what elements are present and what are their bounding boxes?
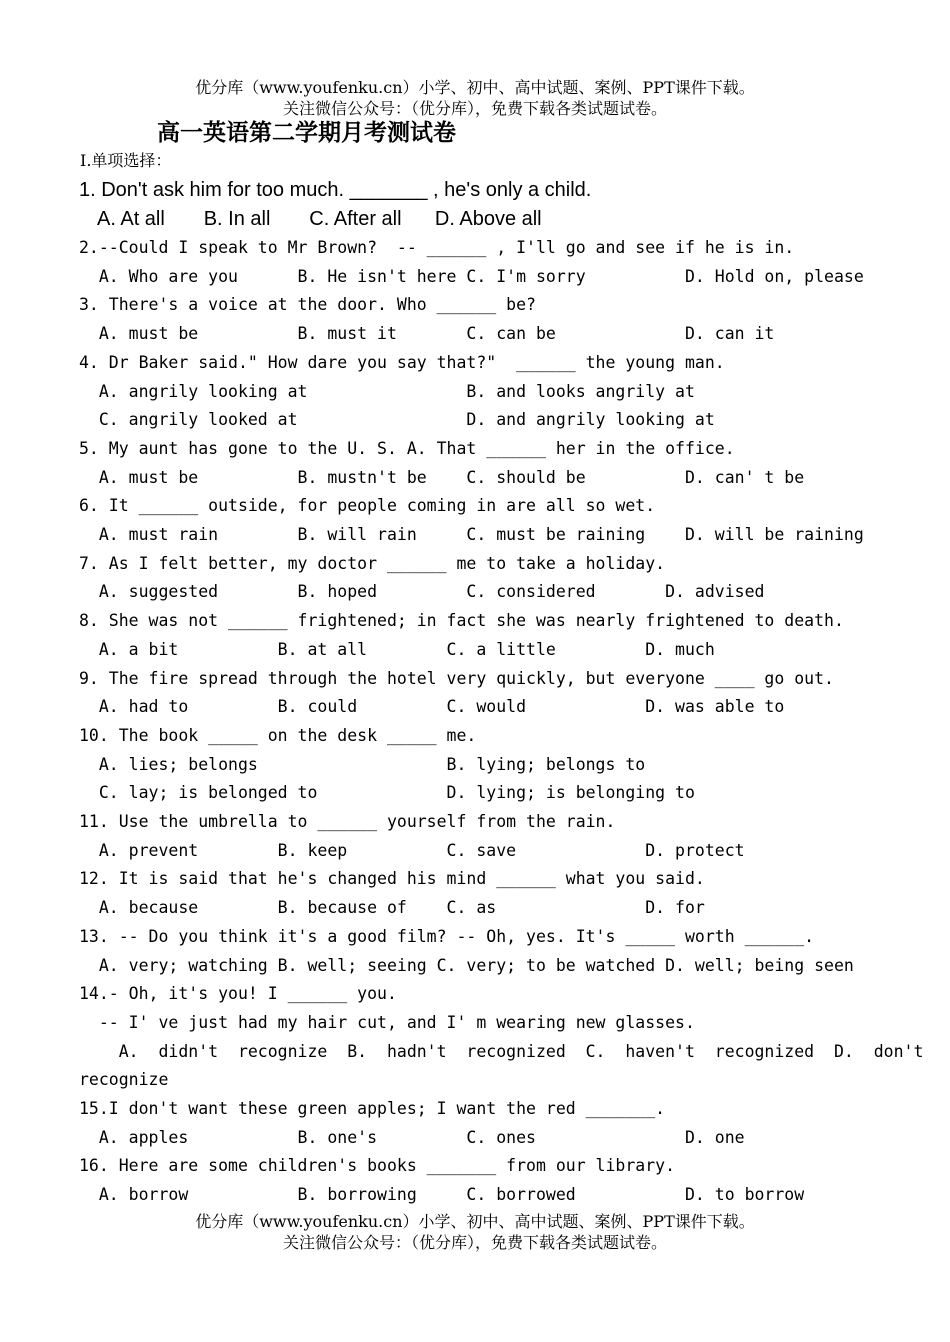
question-line: A. very; watching B. well; seeing C. very; to be watched D. well; being seen xyxy=(79,955,854,975)
question-line: A. angrily looking at B. and looks angrily at xyxy=(79,381,695,401)
question-line: 9. The fire spread through the hotel very quickly, but everyone ____ go out. xyxy=(79,668,834,688)
question-line: A. must be B. must it C. can be D. can it xyxy=(79,324,775,344)
question-line: A. must be B. mustn't be C. should be D. can' t be xyxy=(79,467,805,487)
question-line: A. Who are you B. He isn't here C. I'm sorry D. Hold on, please xyxy=(79,266,864,286)
page-header xyxy=(0,77,950,119)
question-line: A. had to B. could C. would D. was able to xyxy=(79,697,785,717)
question-line: 11. Use the umbrella to ______ yourself from the rain. xyxy=(79,812,616,831)
page-footer xyxy=(0,1211,950,1253)
header-line-1: 优分库（www.youfenku.cn）小学、初中、高中试题、案例、PPT课件下载。 xyxy=(195,78,755,97)
question-line: C. angrily looked at D. and angrily looking at xyxy=(79,410,715,430)
question-line: A. lies; belongs B. lying; belongs to xyxy=(79,754,646,774)
question-line: A. must rain B. will rain C. must be raining D. will be raining xyxy=(79,525,864,544)
question-line: 16. Here are some children's books _______ from our library. xyxy=(79,1156,676,1176)
question-line: A. apples B. one's C. ones D. one xyxy=(79,1127,745,1147)
question-line: A. a bit B. at all C. a little D. much xyxy=(79,639,715,659)
question-line: A. suggested B. hoped C. considered D. advised xyxy=(79,582,765,602)
question-line: 8. She was not ______ frightened; in fact she was nearly frightened to death. xyxy=(79,611,844,631)
question-1-options: A. At all B. In all C. After all D. Above all xyxy=(97,208,542,230)
question-line: 3. There's a voice at the door. Who ______ be? xyxy=(79,295,536,315)
question-line: 14.- Oh, it's you! I ______ you. xyxy=(79,984,397,1004)
question-1-stem: 1. Don't ask him for too much. _______ , he's only a child. xyxy=(79,179,592,201)
question-line: 2.--Could I speak to Mr Brown? -- ______ , I'll go and see if he is in. xyxy=(79,238,795,257)
question-line: 12. It is said that he's changed his mind ______ what you said. xyxy=(79,869,705,889)
section-heading: I.单项选择： xyxy=(80,151,172,170)
question-line: A. prevent B. keep C. save D. protect xyxy=(79,840,745,860)
question-line: 4. Dr Baker said." How dare you say that?" ______ the young man. xyxy=(79,352,725,372)
header-line-2: 关注微信公众号：（优分库），免费下载各类试题试卷。 xyxy=(282,99,667,118)
exam-title: 高一英语第二学期月考测试卷 xyxy=(157,120,456,146)
question-line: 7. As I felt better, my doctor ______ me to take a holiday. xyxy=(79,553,666,573)
question-line: 13. -- Do you think it's a good film? -- Oh, yes. It's _____ worth ______. xyxy=(79,926,815,946)
question-line: A. didn't recognize B. hadn't recognized C. haven't recognized D. don't xyxy=(79,1041,924,1061)
question-line: A. borrow B. borrowing C. borrowed D. to borrow xyxy=(79,1185,805,1205)
question-line: 5. My aunt has gone to the U. S. A. That ______ her in the office. xyxy=(79,438,735,458)
question-line: 6. It ______ outside, for people coming in are all so wet. xyxy=(79,496,656,516)
question-line: A. because B. because of C. as D. for xyxy=(79,898,705,918)
question-line: 10. The book _____ on the desk _____ me. xyxy=(79,725,477,745)
question-line: C. lay; is belonged to D. lying; is belonging to xyxy=(79,783,695,803)
question-line: 15.I don't want these green apples; I want the red _______. xyxy=(79,1099,666,1118)
footer-line-1: 优分库（www.youfenku.cn）小学、初中、高中试题、案例、PPT课件下载。 xyxy=(195,1212,755,1231)
question-line: recognize xyxy=(79,1070,169,1090)
question-line: -- I' ve just had my hair cut, and I' m wearing new glasses. xyxy=(79,1012,695,1032)
footer-line-2: 关注微信公众号：（优分库），免费下载各类试题试卷。 xyxy=(282,1233,667,1252)
